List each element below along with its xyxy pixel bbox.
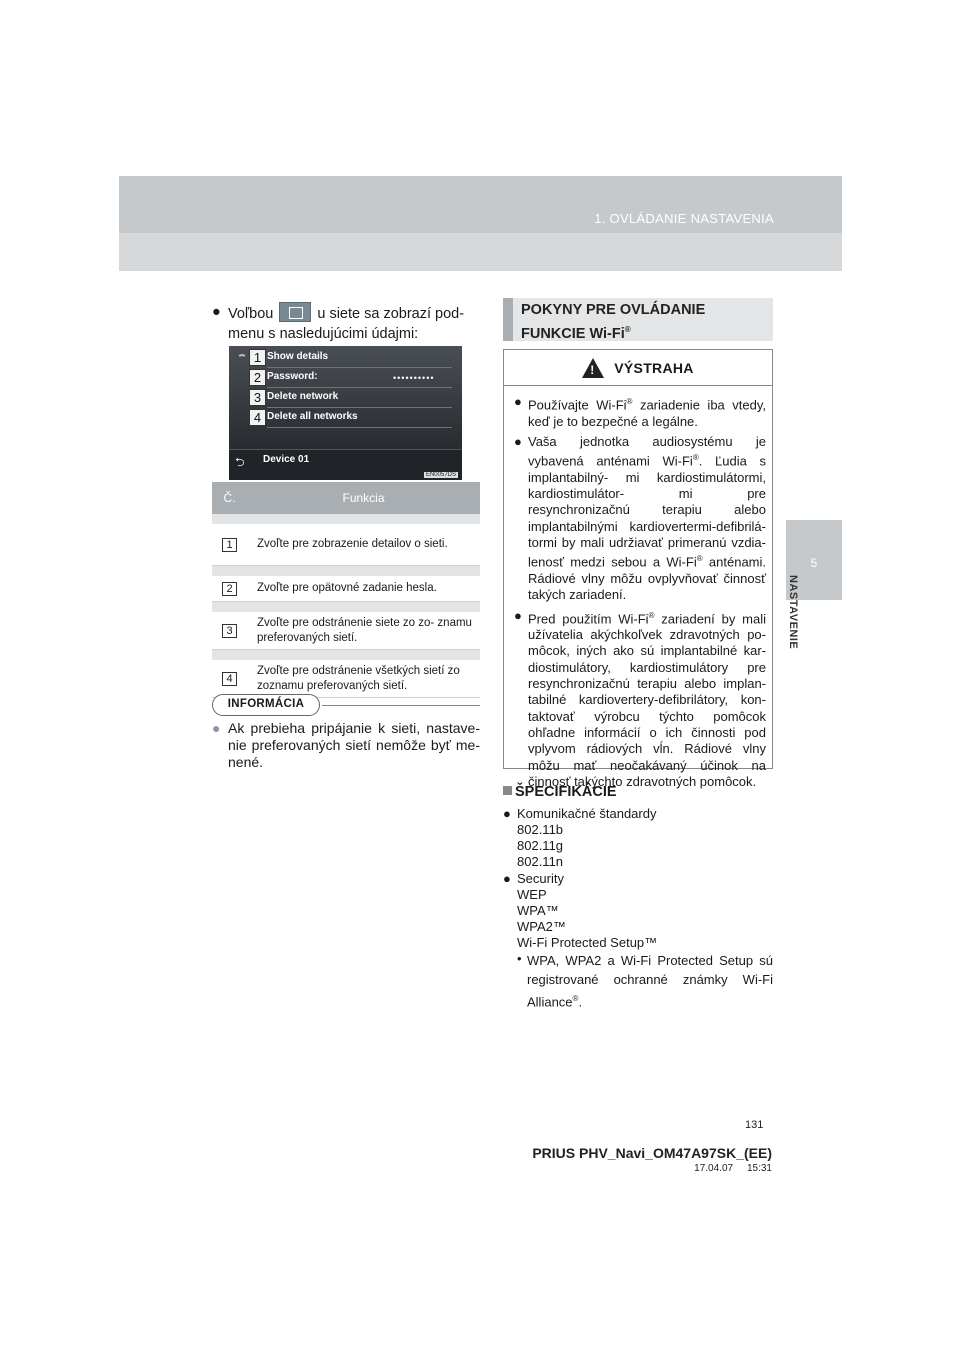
- row-number: 1: [222, 538, 237, 552]
- info-bullet: ●: [212, 720, 221, 736]
- security-item: WEP: [517, 887, 547, 902]
- standard-item: 802.11g: [517, 838, 564, 853]
- warning-item: [514, 434, 766, 604]
- memo-edit-icon: [279, 302, 311, 322]
- security-item: WPA™: [517, 903, 559, 918]
- registered-mark: ®: [696, 554, 703, 564]
- device-name: Device 01: [263, 454, 310, 465]
- intro-bullet: ●: [212, 304, 221, 320]
- warning-box: [503, 349, 773, 789]
- security-item: WPA2™: [517, 919, 566, 934]
- table-header: [212, 482, 480, 514]
- row-text: Zvoľte pre zobrazenie detailov o sieti.: [257, 538, 448, 550]
- row-number: 3: [222, 624, 237, 638]
- header-function: Funkcia: [342, 491, 385, 505]
- warning-text: zariadení by mali užívatelia akýchkoľvek zdravotných po- môcok, iných ako sú implantabilné kar- diostimulátory, kardiostimulátory pre resynchronizačnú terapiu alebo implan- tabilné kardiovertery-defibrilátory, kon- taktovať výrobcu týchto pomôcok ohľadne informácií o ich činnosti pod vplyvom rádiových vĺn. Rádiové vlny môžu mať neočakávaný účinok na činnosť takýchto zdravotných pomôcok.: [528, 610, 766, 789]
- info-text: Ak prebieha pripájanie k sieti, nastave- nie preferovaných sietí nemôže byť me- nené.: [228, 720, 480, 770]
- warning-text: Vaša jednotka audiosystému je vybavená anténami Wi-Fi: [528, 433, 766, 469]
- table-gap: [212, 566, 480, 576]
- registered-mark: ®: [692, 453, 699, 463]
- screen-number-3: 3: [249, 389, 266, 406]
- screen-divider: [267, 427, 452, 428]
- screen-number-1: 1: [249, 349, 266, 366]
- document-date: 17.04.07 15:31: [694, 1163, 772, 1174]
- warning-item: [514, 608, 766, 791]
- table-row: [212, 524, 480, 566]
- note-end: .: [578, 994, 583, 1010]
- warning-header: [504, 350, 772, 386]
- document-code: PRIUS PHV_Navi_OM47A97SK_(EE): [532, 1145, 772, 1161]
- warning-text: Používajte Wi-Fi: [528, 397, 627, 413]
- table-gap: [212, 602, 480, 612]
- intro-text-line2: menu s nasledujúcimi údajmi:: [228, 326, 419, 342]
- table-row: [212, 660, 480, 698]
- warning-bullet: ●: [514, 433, 522, 449]
- back-icon[interactable]: ⮌: [235, 455, 245, 469]
- chapter-number: 5: [810, 556, 818, 570]
- warning-text: anténami. Rádiové vlny môžu ovplyvňovať činnosť takých zariadení.: [528, 554, 767, 603]
- chapter-label: NASTAVENIE: [787, 575, 799, 650]
- info-badge: INFORMÁCIA: [212, 694, 320, 716]
- page-number: 131: [745, 1119, 764, 1131]
- screen-illustration: [229, 346, 462, 480]
- wifi-icon: [237, 354, 247, 364]
- registered-mark: ®: [572, 994, 579, 1003]
- spec-heading: ŠPECIFIKÁCIE: [503, 784, 617, 800]
- intro-text-after: u siete sa zobrazí pod-: [317, 306, 465, 322]
- warning-bullet: ●: [514, 394, 522, 409]
- standards-label: Komunikačné štandardy: [517, 806, 657, 821]
- header-strip: [119, 233, 842, 271]
- screen-item-delete-all[interactable]: Delete all networks: [267, 411, 358, 422]
- section-heading: POKYNY PRE OVLÁDANIE FUNKCIE Wi-Fi®: [521, 302, 706, 342]
- table-gap: [212, 650, 480, 660]
- registered-mark: ®: [626, 397, 633, 406]
- table-gap: [212, 514, 480, 524]
- password-mask: ••••••••••: [393, 373, 435, 383]
- registered-mark: ®: [624, 325, 631, 334]
- table-row: [212, 576, 480, 602]
- standard-item: 802.11n: [517, 854, 564, 869]
- row-number: 4: [222, 672, 237, 686]
- screen-number-2: 2: [249, 369, 266, 386]
- screen-item-delete-network[interactable]: Delete network: [267, 391, 339, 402]
- section-heading-box: [503, 298, 773, 341]
- header-number: Č.: [223, 491, 236, 505]
- intro-paragraph: [212, 302, 477, 344]
- screen-item-show-details[interactable]: Show details: [267, 351, 329, 362]
- info-divider: [322, 705, 480, 706]
- warning-body: [504, 386, 772, 790]
- row-text: Zvoľte pre odstránenie siete zo zo- znamu preferovaných sietí.: [257, 616, 472, 644]
- heading-accent-bar: [503, 298, 513, 341]
- image-code: EN0057DS: [425, 472, 456, 478]
- intro-text-before: Voľbou: [228, 306, 274, 322]
- warning-text: zariadenie iba vtedy, keď je to bezpečné a legálne.: [528, 397, 766, 429]
- square-icon: [503, 786, 512, 795]
- row-text: Zvoľte pre opätovné zadanie hesla.: [257, 582, 437, 594]
- registered-mark: ®: [648, 610, 655, 620]
- row-text: Zvoľte pre odstránenie všetkých sietí zo zoznamu preferovaných sietí.: [257, 664, 460, 692]
- warning-bullet: ●: [514, 607, 522, 623]
- security-item: Wi-Fi Protected Setup™: [517, 935, 658, 950]
- spec-bullet: ●: [503, 871, 511, 886]
- chapter-label-wrap: [787, 575, 808, 665]
- warning-text: . Ľudia s implantabilný- mi kardiostimulátormi, kardiostimulátor- mi pre resynchronizačnú terapiu alebo implantabilnými kardiovertermi-defibrilá- tormi by mali udržiavať primeranú vzdia- lenosť medzi sebou a Wi-Fi: [528, 453, 766, 570]
- warning-text: Pred použitím Wi-Fi: [528, 610, 649, 626]
- trademark-note: [503, 951, 773, 1011]
- note-bullet: •: [517, 951, 522, 966]
- note-text: WPA, WPA2 a Wi-Fi Protected Setup sú registrované ochranné známky Wi-Fi Alliance: [527, 953, 773, 1010]
- warning-title: VÝSTRAHA: [614, 359, 694, 376]
- warning-triangle-icon: [582, 358, 604, 378]
- spec-standards: [503, 806, 773, 870]
- row-number: 2: [222, 582, 237, 596]
- spec-security: [503, 871, 773, 1011]
- screen-item-password[interactable]: Password:: [267, 371, 318, 382]
- spec-bullet: ●: [503, 806, 511, 821]
- table-row: [212, 612, 480, 650]
- warning-item: [514, 394, 766, 430]
- screen-number-4: 4: [249, 409, 266, 426]
- standard-item: 802.11b: [517, 822, 564, 837]
- security-label: Security: [517, 871, 564, 886]
- info-note: [212, 720, 480, 771]
- function-table: [212, 482, 480, 698]
- section-title: 1. OVLÁDANIE NASTAVENIA: [594, 211, 774, 226]
